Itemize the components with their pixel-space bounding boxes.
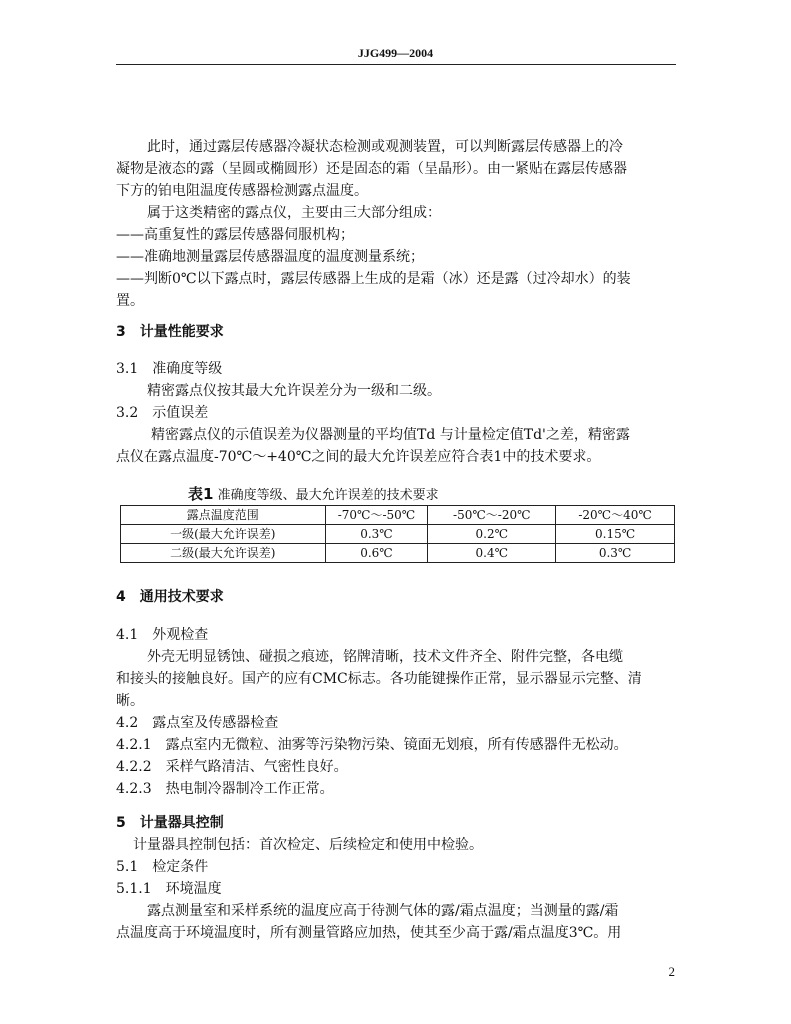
paragraph-line: 下方的铂电阻温度传感器检测露点温度。 — [116, 183, 368, 199]
paragraph-line: 计量器具控制包括：首次检定、后续检定和使用中检验。 — [133, 837, 483, 853]
table-header-cell: -20℃～40℃ — [556, 506, 675, 525]
header-rule — [116, 64, 676, 65]
paragraph-line: 点仪在露点温度-70℃～+40℃之间的最大允许误差应符合表1中的技术要求。 — [116, 449, 601, 465]
list-item: ——判断0℃以下露点时，露层传感器上生成的是霜（冰）还是露（过冷却水）的装 — [116, 271, 631, 287]
table-cell: 0.2℃ — [428, 525, 556, 544]
table-header-row — [121, 506, 675, 525]
table-row — [121, 525, 675, 544]
paragraph-line: 精密露点仪的示值误差为仪器测量的平均值Td 与计量检定值Td'之差，精密露 — [151, 427, 630, 443]
paragraph-line: 4.2.1 露点室内无微粒、油雾等污染物污染、镜面无划痕，所有传感器件无松动。 — [116, 737, 628, 753]
table-header-cell: -70℃～-50℃ — [325, 506, 428, 525]
table-cell: 0.4℃ — [428, 544, 556, 563]
paragraph-line: 精密露点仪按其最大允许误差分为一级和二级。 — [147, 383, 441, 399]
table-row — [121, 544, 675, 563]
paragraph-line: 此时，通过露层传感器冷凝状态检测或观测装置，可以判断露层传感器上的冷 — [147, 139, 623, 155]
paragraph-line: 外壳无明显锈蚀、碰损之痕迹，铭牌清晰，技术文件齐全、附件完整，各电缆 — [147, 649, 623, 665]
table-cell: 0.15℃ — [556, 525, 675, 544]
table-cell: 一级(最大允许误差) — [121, 525, 326, 544]
table-cell: 0.6℃ — [325, 544, 428, 563]
paragraph-line: 4.2.3 热电制冷器制冷工作正常。 — [116, 781, 334, 797]
section-heading: 3 计量性能要求 — [116, 324, 224, 340]
paragraph-line: 属于这类精密的露点仪，主要由三大部分组成： — [147, 205, 441, 221]
table-cell: 0.3℃ — [325, 525, 428, 544]
table-cell: 0.3℃ — [556, 544, 675, 563]
table-header-cell: -50℃～-20℃ — [428, 506, 556, 525]
table-caption — [188, 484, 439, 506]
subsection-heading: 3.1 准确度等级 — [116, 361, 223, 377]
subsection-heading: 5.1 检定条件 — [116, 859, 209, 875]
section-heading: 5 计量器具控制 — [116, 815, 224, 831]
paragraph-line: 凝物是液态的露（呈圆或椭圆形）还是固态的霜（呈晶形）。由一紧贴在露层传感器 — [116, 161, 627, 177]
paragraph-line: 4.2.2 采样气路清洁、气密性良好。 — [116, 759, 348, 775]
table-header-cell: 露点温度范围 — [121, 506, 326, 525]
page-header: JJG499—2004 — [357, 46, 434, 60]
subsection-heading: 3.2 示值误差 — [116, 405, 209, 421]
table-cell: 二级(最大允许误差) — [121, 544, 326, 563]
subsection-heading: 4.1 外观检查 — [116, 627, 209, 643]
paragraph-line: 晰。 — [116, 693, 144, 709]
tolerance-table — [120, 505, 675, 563]
paragraph-line: 和接头的接触良好。国产的应有CMC标志。各功能键操作正常，显示器显示完整、清 — [116, 671, 642, 687]
subsection-heading: 5.1.1 环境温度 — [116, 881, 222, 897]
page-number: 2 — [668, 964, 675, 979]
paragraph-line: 露点测量室和采样系统的温度应高于待测气体的露/霜点温度；当测量的露/霜 — [147, 903, 619, 919]
table-caption-text: 准确度等级、最大允许误差的技术要求 — [217, 488, 439, 503]
subsection-heading: 4.2 露点室及传感器检查 — [116, 715, 279, 731]
section-heading: 4 通用技术要求 — [116, 589, 224, 605]
list-item: ——高重复性的露层传感器伺服机构； — [116, 227, 354, 243]
list-item: 置。 — [116, 293, 144, 309]
table-caption-label: 表1 — [188, 485, 214, 503]
list-item: ——准确地测量露层传感器温度的温度测量系统； — [116, 249, 424, 265]
paragraph-line: 点温度高于环境温度时，所有测量管路应加热，使其至少高于露/霜点温度3℃。用 — [116, 925, 622, 941]
